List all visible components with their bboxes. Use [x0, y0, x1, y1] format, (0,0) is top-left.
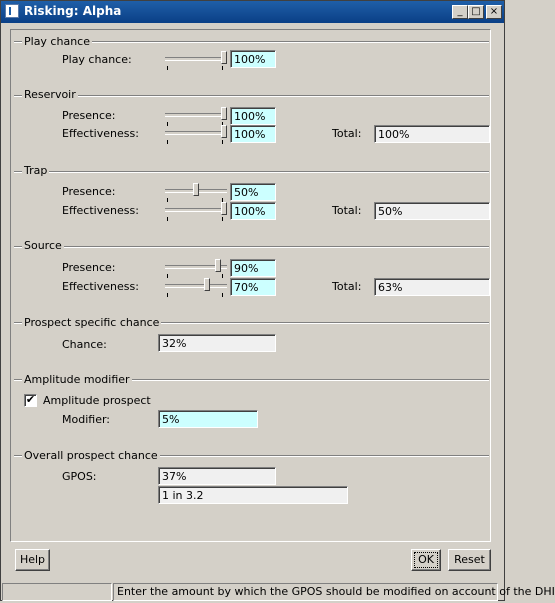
slider-thumb[interactable]: [221, 51, 227, 64]
slider-thumb[interactable]: [193, 183, 199, 196]
section-title-prospect: Prospect specific chance: [24, 316, 160, 329]
slider-thumb[interactable]: [215, 259, 221, 272]
modifier-input[interactable]: 5%: [158, 410, 258, 428]
trap-effectiveness-slider[interactable]: [165, 202, 227, 222]
reservoir-total-label: Total:: [332, 127, 362, 140]
section-title-overall: Overall prospect chance: [24, 449, 158, 462]
slider-track: [165, 57, 227, 61]
section-divider: [14, 95, 489, 97]
play-chance-input[interactable]: 100%: [230, 50, 276, 68]
close-button[interactable]: ×: [486, 5, 502, 19]
slider-tick: [167, 217, 168, 221]
prospect-chance-field: 32%: [158, 334, 276, 352]
reservoir-presence-input[interactable]: 100%: [230, 107, 276, 125]
trap-effectiveness-input[interactable]: 100%: [230, 202, 276, 220]
amplitude-prospect-checkbox[interactable]: ✔: [25, 393, 36, 406]
source-total-label: Total:: [332, 280, 362, 293]
window-title: Risking: Alpha: [24, 4, 122, 18]
ok-button[interactable]: OK: [411, 549, 441, 571]
section-title-trap: Trap: [24, 164, 48, 177]
slider-tick: [222, 293, 223, 297]
slider-thumb[interactable]: [221, 202, 227, 215]
source-presence-input[interactable]: 90%: [230, 259, 276, 277]
trap-presence-label: Presence:: [62, 185, 116, 198]
trap-total-field: 50%: [374, 202, 490, 220]
play-chance-slider[interactable]: [165, 51, 227, 71]
gpos-label: GPOS:: [62, 470, 97, 483]
app-icon: [5, 4, 19, 18]
status-bar-left: [2, 583, 112, 601]
section-divider: [14, 171, 489, 173]
reservoir-effectiveness-label: Effectiveness:: [62, 127, 139, 140]
slider-tick: [222, 66, 223, 70]
source-effectiveness-slider[interactable]: [165, 278, 227, 298]
slider-thumb[interactable]: [204, 278, 210, 291]
section-divider: [14, 246, 489, 248]
trap-total-label: Total:: [332, 204, 362, 217]
slider-track: [165, 113, 227, 117]
reservoir-total-field: 100%: [374, 125, 490, 143]
modifier-label: Modifier:: [62, 413, 110, 426]
slider-thumb[interactable]: [221, 125, 227, 138]
source-presence-slider[interactable]: [165, 259, 227, 279]
slider-tick: [222, 217, 223, 221]
slider-track: [165, 131, 227, 135]
trap-presence-slider[interactable]: [165, 183, 227, 203]
reservoir-effectiveness-input[interactable]: 100%: [230, 125, 276, 143]
section-title-source: Source: [24, 239, 62, 252]
trap-effectiveness-label: Effectiveness:: [62, 204, 139, 217]
trap-presence-input[interactable]: 50%: [230, 183, 276, 201]
section-title-play: Play chance: [24, 35, 90, 48]
prospect-chance-label: Chance:: [62, 338, 107, 351]
play-chance-label: Play chance:: [62, 53, 132, 66]
source-presence-label: Presence:: [62, 261, 116, 274]
help-button[interactable]: Help: [15, 549, 50, 571]
reset-button[interactable]: Reset: [448, 549, 491, 571]
section-title-reservoir: Reservoir: [24, 88, 76, 101]
slider-thumb[interactable]: [221, 107, 227, 120]
amplitude-prospect-label[interactable]: Amplitude prospect: [43, 394, 151, 407]
source-total-field: 63%: [374, 278, 490, 296]
slider-tick: [167, 293, 168, 297]
source-effectiveness-label: Effectiveness:: [62, 280, 139, 293]
slider-track: [165, 208, 227, 212]
minimize-button[interactable]: _: [452, 5, 468, 19]
gpos-odds-field: 1 in 3.2: [158, 486, 348, 504]
reservoir-presence-label: Presence:: [62, 109, 116, 122]
reservoir-presence-slider[interactable]: [165, 107, 227, 127]
maximize-button[interactable]: □: [468, 5, 484, 19]
slider-tick: [222, 140, 223, 144]
slider-track: [165, 284, 227, 288]
gpos-field: 37%: [158, 467, 276, 485]
slider-tick: [167, 140, 168, 144]
reservoir-effectiveness-slider[interactable]: [165, 125, 227, 145]
section-title-amplitude: Amplitude modifier: [24, 373, 130, 386]
status-message: Enter the amount by which the GPOS should be modified on account of the DHI: [113, 583, 498, 601]
source-effectiveness-input[interactable]: 70%: [230, 278, 276, 296]
slider-tick: [167, 66, 168, 70]
